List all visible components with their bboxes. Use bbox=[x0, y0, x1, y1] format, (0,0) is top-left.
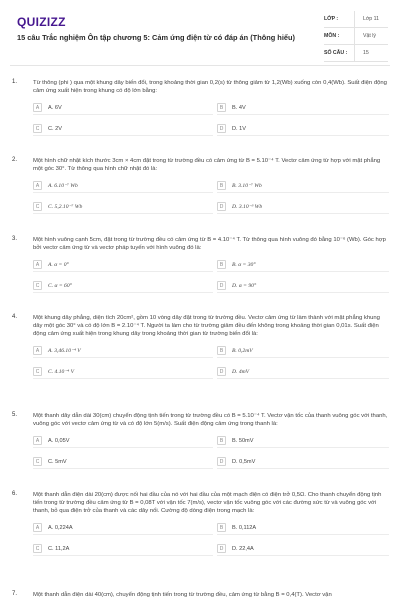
question-number: 5. bbox=[12, 412, 18, 418]
option-d[interactable] bbox=[217, 279, 389, 293]
option-letter: C bbox=[33, 457, 42, 466]
option-letter: A bbox=[33, 523, 42, 532]
option-text: A. 0,224A bbox=[48, 524, 73, 531]
quizizz-logo: QUIZIZZ bbox=[17, 15, 66, 29]
option-a[interactable] bbox=[33, 521, 213, 535]
option-text: D. 1V bbox=[232, 125, 246, 132]
option-text: B. 0,112A bbox=[232, 524, 257, 531]
question-1 bbox=[12, 79, 388, 136]
options-grid bbox=[33, 179, 388, 214]
question-number: 6. bbox=[12, 491, 18, 497]
question-6 bbox=[12, 491, 388, 556]
option-letter: D bbox=[217, 124, 226, 133]
meta-row-class bbox=[324, 11, 388, 28]
option-letter: D bbox=[217, 457, 226, 466]
option-letter: D bbox=[217, 202, 226, 211]
option-letter: C bbox=[33, 281, 42, 290]
option-b[interactable] bbox=[217, 434, 389, 448]
option-letter: B bbox=[217, 436, 226, 445]
option-b[interactable] bbox=[217, 258, 389, 272]
question-text: Từ thông (phi ) qua một khung dây biến đổi, trong khoảng thời gian 0,2(s) từ thông giảm từ 1,2(Wb) xuống còn 0,4(Wb). Suất điện động cảm ứng xuất hiện trong khung có độ lớn bằng: bbox=[33, 80, 387, 94]
option-letter: D bbox=[217, 544, 226, 553]
question-number: 7. bbox=[12, 591, 18, 597]
question-2 bbox=[12, 157, 388, 214]
option-text: A. α = 0° bbox=[48, 261, 69, 268]
question-text: Một thanh dẫn điện dài 20(cm) được nối hai đầu của nó với hai đầu của một mạch điện có điện trở 0,5Ω. Cho thanh chuyển động tịnh tiến trong từ trường đều cảm ứng từ B = 0,08T với vận tốc 7(m/s), vectơ vận tốc vuông góc với các đường sức từ và vuông góc với thanh, bỏ qua điện trở của thanh và các dây nối. Cường độ dòng điện trong mạch là: bbox=[33, 492, 382, 514]
options-grid bbox=[33, 521, 388, 556]
option-text: C. 11,2A bbox=[48, 545, 70, 552]
question-3 bbox=[12, 236, 388, 293]
option-a[interactable] bbox=[33, 344, 213, 358]
question-number: 4. bbox=[12, 314, 18, 320]
option-b[interactable] bbox=[217, 101, 389, 115]
question-4 bbox=[12, 314, 388, 379]
question-7 bbox=[12, 591, 388, 599]
option-text: A. 6.10⁻⁷ Wb bbox=[48, 182, 78, 189]
option-c[interactable] bbox=[33, 365, 213, 379]
option-text: D. 22,4A bbox=[232, 545, 254, 552]
option-letter: A bbox=[33, 436, 42, 445]
option-b[interactable] bbox=[217, 521, 389, 535]
option-letter: B bbox=[217, 103, 226, 112]
option-letter: C bbox=[33, 367, 42, 376]
option-letter: B bbox=[217, 260, 226, 269]
option-text: A. 3,46.10⁻⁴ V bbox=[48, 347, 81, 354]
option-a[interactable] bbox=[33, 101, 213, 115]
question-number: 2. bbox=[12, 157, 18, 163]
option-letter: B bbox=[217, 181, 226, 190]
option-d[interactable] bbox=[217, 200, 389, 214]
option-letter: C bbox=[33, 202, 42, 211]
option-text: C. 5mV bbox=[48, 458, 67, 465]
option-d[interactable] bbox=[217, 542, 389, 556]
question-number: 1. bbox=[12, 79, 18, 85]
meta-label: SỐ CÂU : bbox=[324, 50, 348, 56]
option-text: B. 3.10⁻⁷ Wb bbox=[232, 182, 262, 189]
option-c[interactable] bbox=[33, 122, 213, 136]
option-d[interactable] bbox=[217, 365, 389, 379]
option-letter: D bbox=[217, 367, 226, 376]
options-grid bbox=[33, 344, 388, 379]
meta-label: MÔN : bbox=[324, 33, 340, 39]
option-letter: B bbox=[217, 523, 226, 532]
question-number: 3. bbox=[12, 236, 18, 242]
options-grid bbox=[33, 258, 388, 293]
option-text: B. 50mV bbox=[232, 437, 254, 444]
option-text: C. 5,2.10⁻⁷ Wb bbox=[48, 203, 83, 210]
option-text: C. 4.10⁻⁴ V bbox=[48, 368, 75, 375]
option-letter: A bbox=[33, 103, 42, 112]
question-text: Một hình vuông cạnh 5cm, đặt trong từ trường đều có cảm ứng từ B = 4.10⁻⁴ T. Từ thông qua hình vuông đó bằng 10⁻⁶ (Wb). Góc hợp bởi vectơ cảm ứng từ và vectơ pháp tuyến với hình vuông đó là: bbox=[33, 237, 386, 251]
option-letter: C bbox=[33, 124, 42, 133]
option-letter: C bbox=[33, 544, 42, 553]
option-text: D. 4mV bbox=[232, 368, 250, 375]
option-text: B. 0,2mV bbox=[232, 347, 253, 354]
meta-row-count bbox=[324, 45, 388, 62]
option-letter: A bbox=[33, 346, 42, 355]
meta-value: 15 bbox=[354, 45, 388, 61]
option-d[interactable] bbox=[217, 122, 389, 136]
option-a[interactable] bbox=[33, 179, 213, 193]
options-grid bbox=[33, 101, 388, 136]
meta-value: Vật lý bbox=[354, 28, 388, 44]
option-c[interactable] bbox=[33, 279, 213, 293]
option-a[interactable] bbox=[33, 258, 213, 272]
option-text: A. 6V bbox=[48, 104, 62, 111]
option-b[interactable] bbox=[217, 179, 389, 193]
meta-label: LỚP : bbox=[324, 16, 339, 22]
question-text: Một thanh dẫn điện dài 40(cm), chuyển động tịnh tiến trong từ trường đều, cảm ứng từ bằng B = 0,4(T). Vectơ vận bbox=[33, 592, 332, 598]
option-text: B. 4V bbox=[232, 104, 246, 111]
option-c[interactable] bbox=[33, 455, 213, 469]
option-text: B. α = 30° bbox=[232, 261, 256, 268]
question-text: Một khung dây phẳng, diện tích 20cm², gồm 10 vòng dây đặt trong từ trường đều. Vectơ cảm ứng từ làm thành với mặt phẳng khung dây một góc 30° và có độ lớn B = 2.10⁻⁴ T. Người ta làm cho từ trường giảm đều đến không trong khoảng thời gian 0,01s. Suất điện động cảm ứng xuất hiện trong khung dây trong khoảng thời gian từ trường biến đổi là: bbox=[33, 315, 380, 337]
page-title: 15 câu Trắc nghiệm Ôn tập chương 5: Cảm ứng điện từ có đáp án (Thông hiểu) bbox=[17, 33, 295, 42]
option-a[interactable] bbox=[33, 434, 213, 448]
question-5 bbox=[12, 412, 388, 469]
option-text: A. 0,05V bbox=[48, 437, 70, 444]
option-letter: A bbox=[33, 260, 42, 269]
option-d[interactable] bbox=[217, 455, 389, 469]
option-text: C. α = 60° bbox=[48, 282, 72, 289]
option-letter: A bbox=[33, 181, 42, 190]
meta-table bbox=[324, 11, 388, 62]
option-letter: B bbox=[217, 346, 226, 355]
options-grid bbox=[33, 434, 388, 469]
option-c[interactable] bbox=[33, 200, 213, 214]
option-text: D. 0,5mV bbox=[232, 458, 256, 465]
question-text: Một thanh dây dẫn dài 30(cm) chuyển động tịnh tiến trong từ trường đều có B = 5.10⁻⁴ T. Vectơ vận tốc của thanh vuông góc với thanh, vuông góc với vectơ cảm ứng từ và có độ lớn 5(m/s). Suất điện động cảm ứng trong thanh là: bbox=[33, 413, 388, 427]
option-c[interactable] bbox=[33, 542, 213, 556]
option-b[interactable] bbox=[217, 344, 389, 358]
meta-row-subject bbox=[324, 28, 388, 45]
option-text: C. 2V bbox=[48, 125, 62, 132]
option-letter: D bbox=[217, 281, 226, 290]
meta-value: Lớp 11 bbox=[354, 11, 388, 27]
header-divider bbox=[10, 65, 390, 66]
option-text: D. 3.10⁻³ Wb bbox=[232, 203, 263, 210]
option-text: D. α = 90° bbox=[232, 282, 257, 289]
question-text: Một hình chữ nhật kích thước 3cm × 4cm đặt trong từ trường đều có cảm ứng từ B = 5.10⁻⁴ T. Vectơ cảm ứng từ hợp với mặt phẳng một góc 30°. Từ thông qua hình chữ nhật đó là: bbox=[33, 158, 381, 172]
